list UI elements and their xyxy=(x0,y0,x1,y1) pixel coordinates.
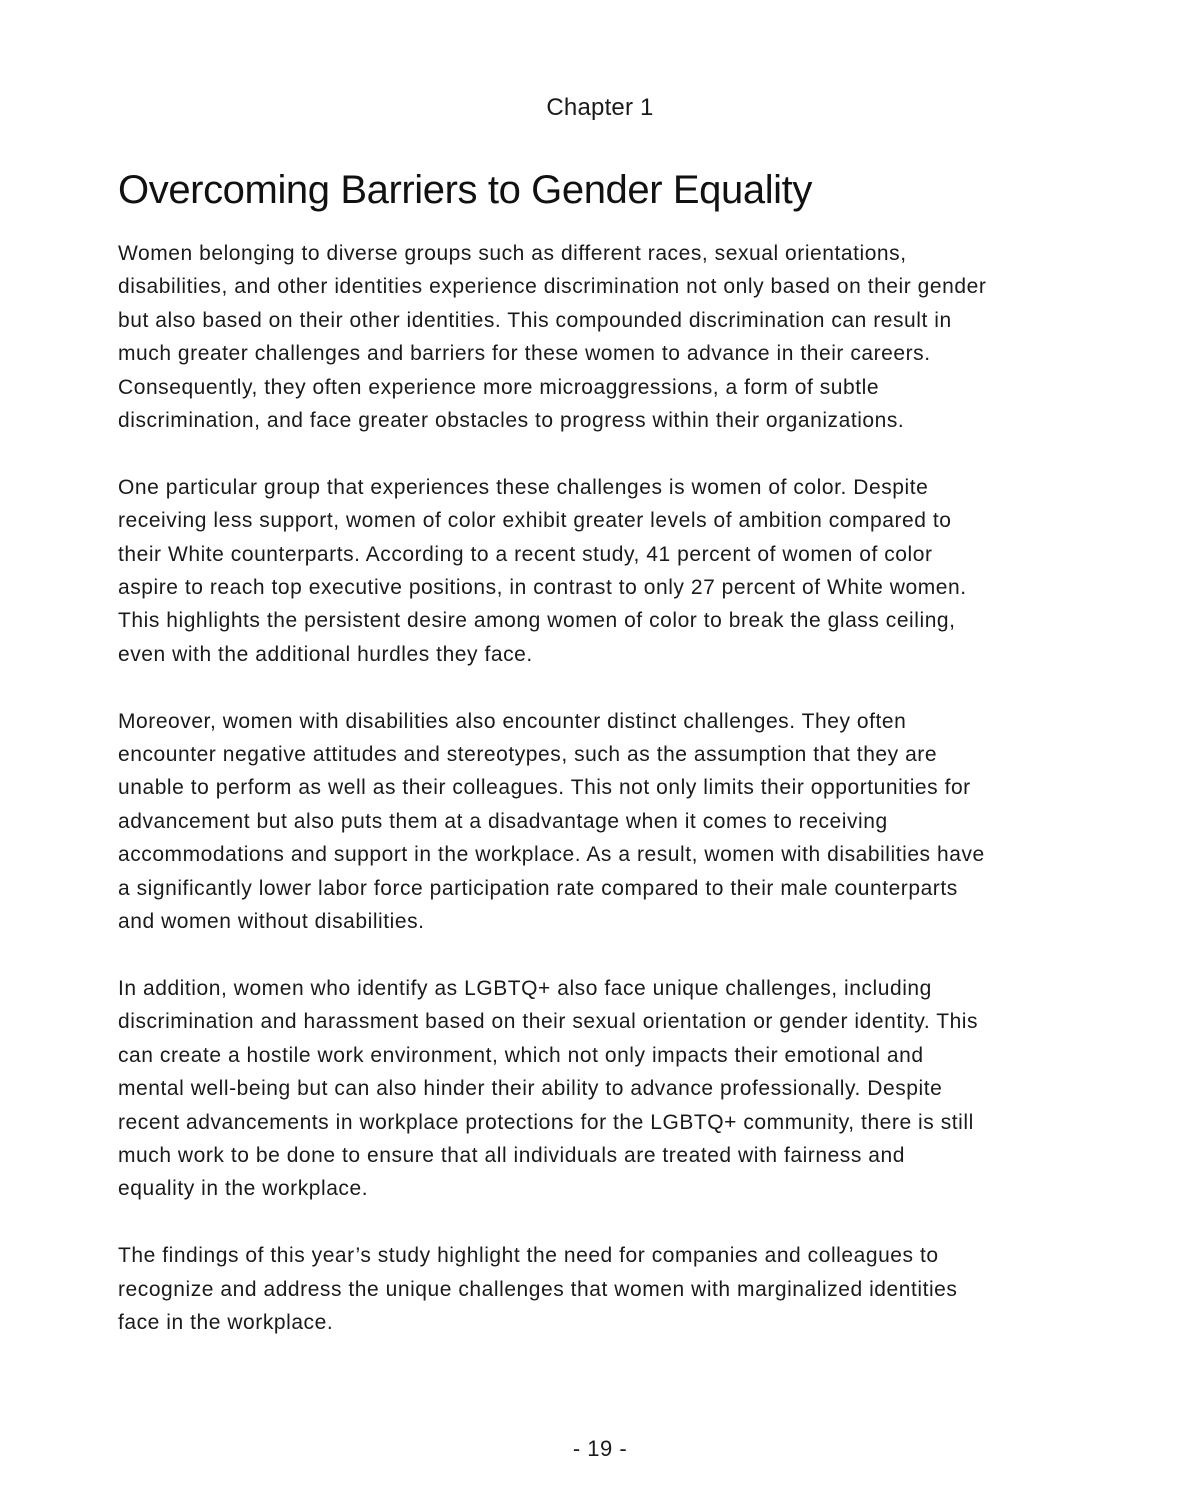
body-text xyxy=(118,237,988,1339)
page-number: - 19 - xyxy=(572,1436,628,1461)
paragraph-women-with-disabilities: Moreover, women with disabilities also encounter distinct challenges. They often encounter negative attitudes and stereotypes, such as the assumption that they are unable to perform as well as their colleagues. This not only limits their opportunities for advancement but also puts them at a disadvantage when it comes to receiving accommodations and support in the workplace. As a result, women with disabilities have a significantly lower labor force participation rate compared to their male counterparts and women without disabilities. xyxy=(118,709,985,934)
paragraph-intersectional-discrimination: Women belonging to diverse groups such as different races, sexual orientations, disabilities, and other identities experience discrimination not only based on their gender but also based on their other identities. This compounded discrimination can result in much greater challenges and barriers for these women to advance in their careers. Consequently, they often experience more microaggressions, a form of subtle discrimination, and face greater obstacles to progress within their organizations. xyxy=(118,242,987,433)
paragraph-study-findings: The findings of this year’s study highlight the need for companies and colleagues to recognize and address the unique challenges that women with marginalized identities face in the workplace. xyxy=(118,1244,958,1334)
paragraph-lgbtq-women: In addition, women who identify as LGBTQ+ also face unique challenges, including discrimination and harassment based on their sexual orientation or gender identity. This can create a hostile work environment, which not only impacts their emotional and mental well-being but can also hinder their ability to advance professionally. Despite recent advancements in workplace protections for the LGBTQ+ community, there is still much work to be done to ensure that all individuals are treated with fairness and equality in the workplace. xyxy=(118,976,979,1201)
page-title: Overcoming Barriers to Gender Equality xyxy=(118,168,812,212)
paragraph-women-of-color: One particular group that experiences these challenges is women of color. Despite receiving less support, women of color exhibit greater levels of ambition compared to their White counterparts. According to a recent study, 41 percent of women of color aspire to reach top executive positions, in contrast to only 27 percent of White women. This highlights the persistent desire among women of color to break the glass ceiling, even with the additional hurdles they face. xyxy=(118,475,967,666)
chapter-label: Chapter 1 xyxy=(546,94,654,121)
